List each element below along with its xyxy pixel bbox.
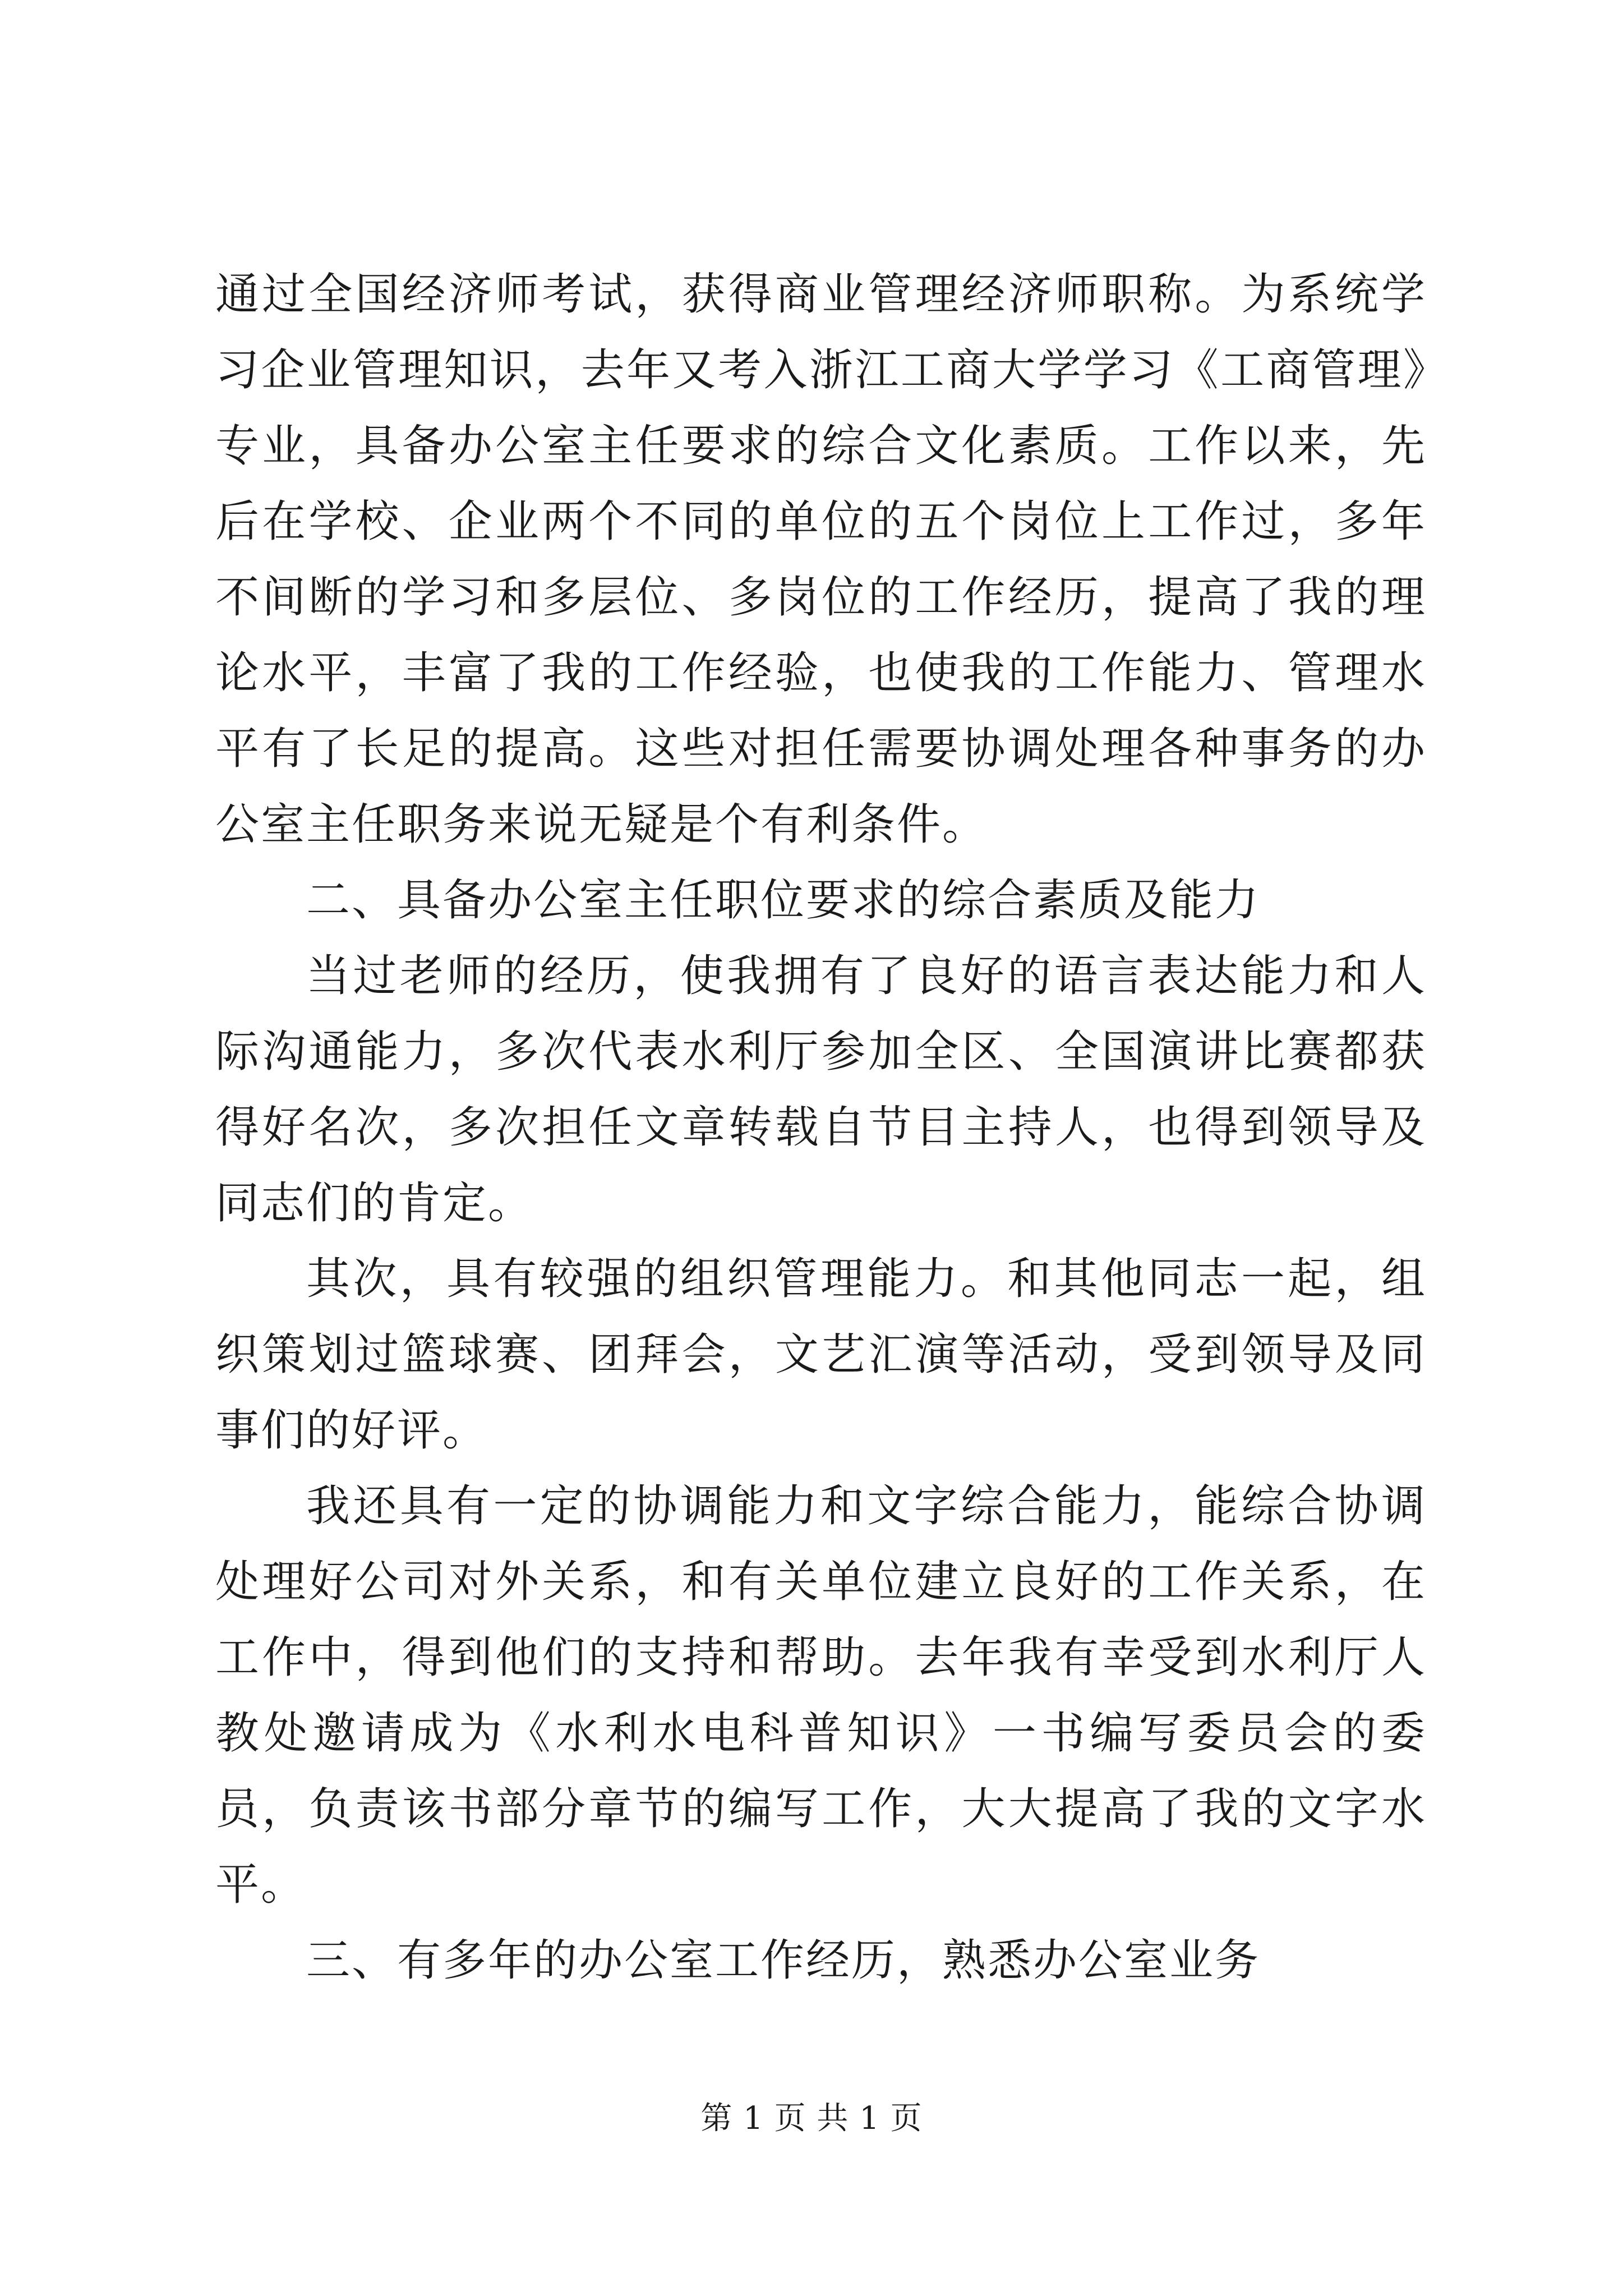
- paragraph-intro: 通过全国经济师考试，获得商业管理经济师职称。为系统学习企业管理知识，去年又考入浙江工商大学学习《工商管理》专业，具备办公室主任要求的综合文化素质。工作以来，先后在学校、企业两个不同的单位的五个岗位上工作过，多年不间断的学习和多层位、多岗位的工作经历，提高了我的理论水平，丰富了我的工作经验，也使我的工作能力、管理水平有了长足的提高。这些对担任需要协调处理各种事务的办公室主任职务来说无疑是个有利条件。: [215, 269, 1427, 850]
- document-body: [215, 257, 1427, 1999]
- page-footer: 第 1 页 共 1 页: [700, 2100, 923, 2137]
- paragraph-organization-ability: 其次，具有较强的组织管理能力。和其他同志一起，组织策划过篮球赛、团拜会，文艺汇演等活动，受到领导及同事们的好评。: [215, 1254, 1427, 1456]
- section-heading-3: 三、有多年的办公室工作经历，熟悉办公室业务: [306, 1935, 1261, 1986]
- paragraph-coordination-ability: 我还具有一定的协调能力和文字综合能力，能综合协调处理好公司对外关系，和有关单位建立良好的工作关系，在工作中，得到他们的支持和帮助。去年我有幸受到水利厅人教处邀请成为《水利水电科普知识》一书编写委员会的委员，负责该书部分章节的编写工作，大大提高了我的文字水平。: [215, 1481, 1427, 1910]
- section-heading-2: 二、具备办公室主任职位要求的综合素质及能力: [306, 875, 1261, 926]
- paragraph-teacher-experience: 当过老师的经历，使我拥有了良好的语言表达能力和人际沟通能力，多次代表水利厅参加全区、全国演讲比赛都获得好名次，多次担任文章转载自节目主持人，也得到领导及同志们的肯定。: [215, 951, 1427, 1228]
